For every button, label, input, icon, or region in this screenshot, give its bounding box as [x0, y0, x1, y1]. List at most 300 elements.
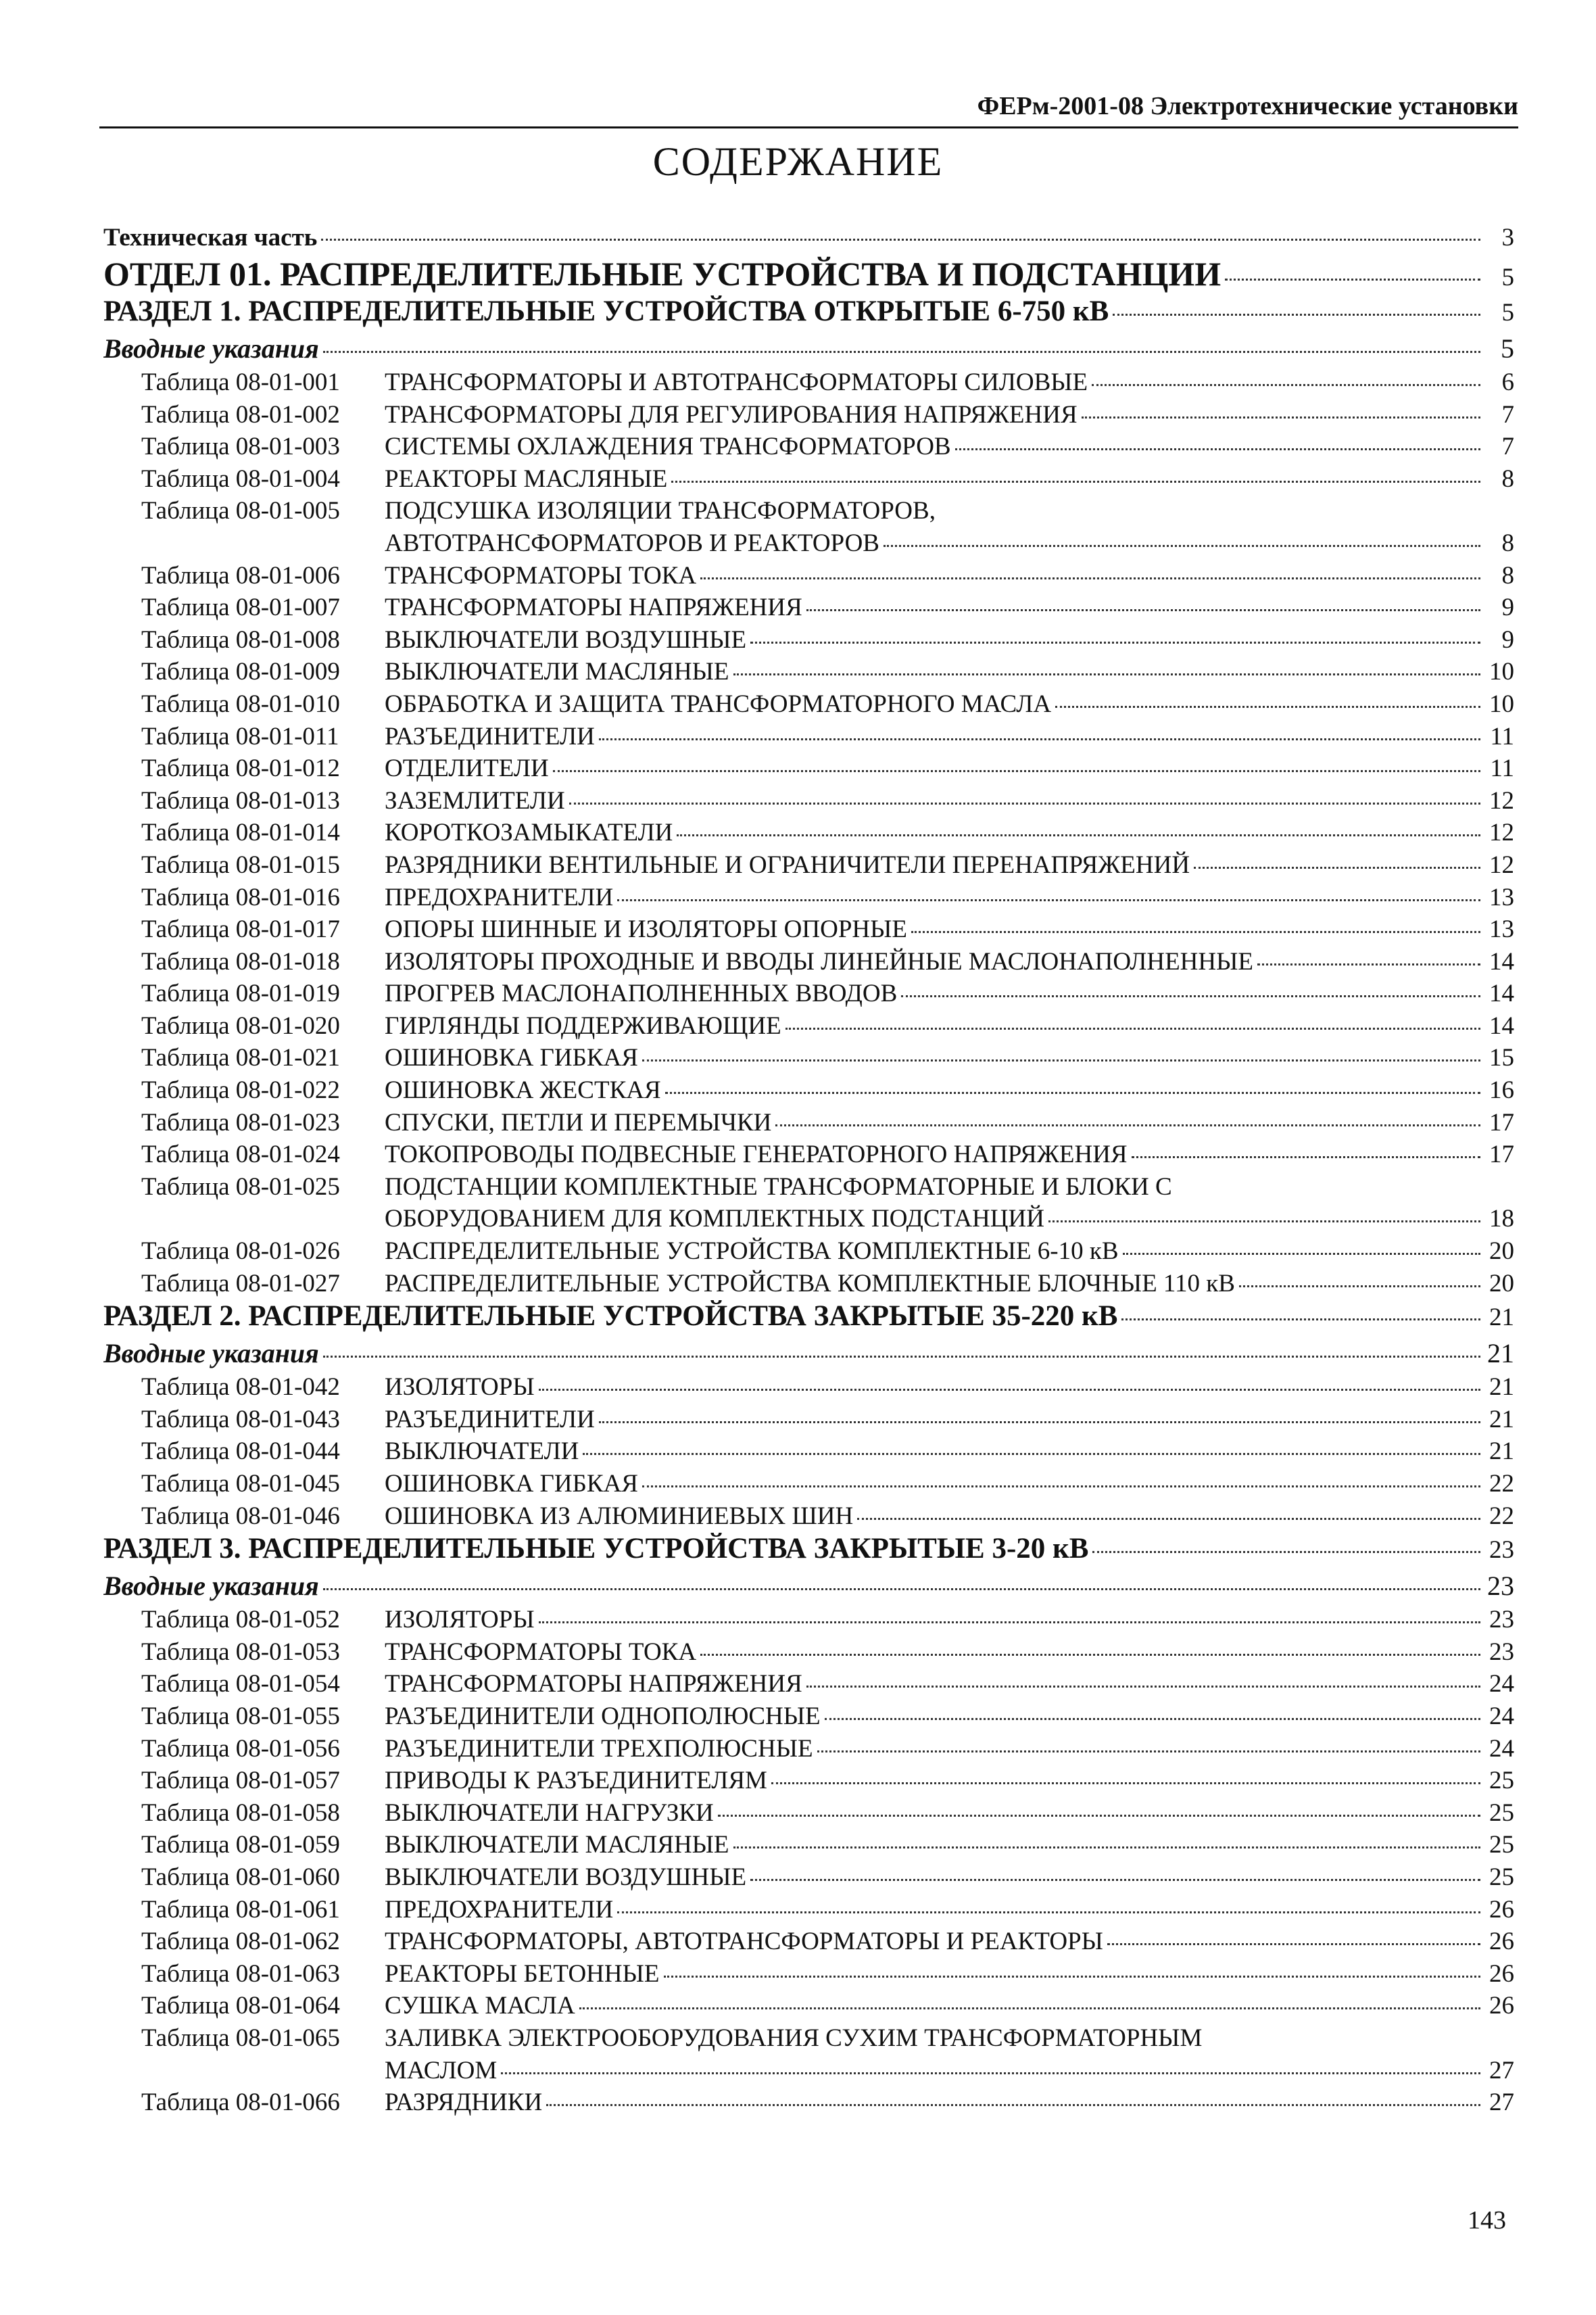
toc-entry-tab [103, 1074, 1514, 1107]
toc-table-label: Таблица 08-01-059 [141, 1831, 340, 1859]
toc-table-label: Таблица 08-01-005 [141, 497, 340, 525]
toc-page-number: 24 [1489, 1670, 1514, 1698]
dot-leader [901, 995, 1480, 997]
toc-table-label: Таблица 08-01-063 [141, 1959, 340, 1988]
toc-page-number: 14 [1489, 980, 1514, 1008]
toc-page-number: 22 [1489, 1470, 1514, 1498]
toc-table-label: Таблица 08-01-020 [141, 1011, 340, 1040]
toc-page-number: 18 [1489, 1205, 1514, 1233]
toc-entry-continuation [103, 527, 1514, 560]
toc-table-label: Таблица 08-01-022 [141, 1076, 340, 1105]
toc-table-label: Таблица 08-01-004 [141, 464, 340, 493]
toc-entry-title: РАЗДЕЛ 2. РАСПРЕДЕЛИТЕЛЬНЫЕ УСТРОЙСТВА ЗАКРЫТЫЕ 35-220 кВ [103, 1300, 1118, 1333]
dot-leader [718, 1815, 1480, 1817]
dot-leader [642, 1059, 1480, 1061]
dot-leader [785, 1028, 1480, 1030]
dot-leader [553, 770, 1480, 772]
toc-entry-title: РАЗЪЕДИНИТЕЛИ ТРЕХПОЛЮСНЫЕ [385, 1734, 813, 1763]
toc-entry-tab [103, 1733, 1514, 1765]
toc-entry-line [103, 431, 1514, 463]
toc-entry-tab [103, 656, 1514, 688]
toc-entry-tab [103, 366, 1514, 399]
toc-table-label: Таблица 08-01-064 [141, 1992, 340, 2020]
toc-entry-line [103, 463, 1514, 496]
toc-entry-line [103, 1107, 1514, 1139]
toc-entry-continuation [103, 1203, 1514, 1235]
toc-table-label: Таблица 08-01-003 [141, 433, 340, 461]
toc-page-number: 25 [1489, 1831, 1514, 1859]
toc-entry-line [103, 688, 1514, 721]
toc-entry-line [103, 1268, 1514, 1300]
toc-entry-line [103, 946, 1514, 978]
toc-page-number: 21 [1489, 1304, 1514, 1332]
dot-leader [750, 642, 1480, 644]
toc-page-number: 26 [1489, 1992, 1514, 2020]
toc-entry-title: РАЗДЕЛ 1. РАСПРЕДЕЛИТЕЛЬНЫЕ УСТРОЙСТВА ОТКРЫТЫЕ 6-750 кВ [103, 295, 1109, 327]
toc-page-number: 23 [1489, 1606, 1514, 1634]
toc-page-number: 21 [1489, 1373, 1514, 1402]
toc-entry-title: ИЗОЛЯТОРЫ ПРОХОДНЫЕ И ВВОДЫ ЛИНЕЙНЫЕ МАСЛОНАПОЛНЕННЫЕ [385, 947, 1253, 976]
toc-entry-title: ПОДСТАНЦИИ КОМПЛЕКТНЫЕ ТРАНСФОРМАТОРНЫЕ И БЛОКИ С [385, 1172, 1172, 1201]
toc-entry-tab [103, 1926, 1514, 1958]
dot-leader [665, 1092, 1480, 1094]
toc-entry-vvod [103, 333, 1514, 366]
toc-entry-line [103, 366, 1514, 399]
dot-leader [806, 609, 1480, 611]
dot-leader [1082, 416, 1480, 419]
toc-entry-line [103, 1404, 1514, 1436]
toc-entry-title: ТРАНСФОРМАТОРЫ И АВТОТРАНСФОРМАТОРЫ СИЛОВЫЕ [385, 368, 1088, 396]
toc-entry-tab [103, 1139, 1514, 1171]
dot-leader [733, 1846, 1480, 1848]
toc-entry-line [103, 1990, 1514, 2022]
toc-entry-tab [103, 495, 1514, 559]
toc-entry-title: СИСТЕМЫ ОХЛАЖДЕНИЯ ТРАНСФОРМАТОРОВ [385, 433, 951, 461]
toc-entry-line [103, 399, 1514, 431]
toc-entry-title: ТРАНСФОРМАТОРЫ ТОКА [385, 1638, 697, 1666]
toc-entry-line [103, 849, 1514, 882]
toc-entry-title: Вводные указания [103, 1571, 319, 1602]
toc-entry-title: ОШИНОВКА ГИБКАЯ [385, 1044, 638, 1072]
toc-entry-title: РЕАКТОРЫ МАСЛЯНЫЕ [385, 464, 668, 493]
toc-entry-line [103, 656, 1514, 688]
toc-page-number: 12 [1489, 819, 1514, 847]
toc-entry-line [103, 1010, 1514, 1043]
toc-entry-tab [103, 1435, 1514, 1468]
toc-entry-title-continued: МАСЛОМ [385, 2056, 498, 2084]
toc-page-number: 25 [1489, 1863, 1514, 1891]
toc-entry-line [103, 1171, 1514, 1203]
toc-entry-title: ОПОРЫ ШИННЫЕ И ИЗОЛЯТОРЫ ОПОРНЫЕ [385, 915, 907, 944]
dot-leader [733, 673, 1480, 675]
dot-leader [911, 931, 1480, 933]
dot-leader [501, 2072, 1480, 2074]
toc-entry-tab [103, 463, 1514, 496]
toc-entry-title: РАЗРЯДНИКИ [385, 2089, 543, 2117]
toc-entry-title: ОТДЕЛИТЕЛИ [385, 755, 549, 783]
toc-table-label: Таблица 08-01-025 [141, 1172, 340, 1201]
toc-entry-otdel [103, 254, 1514, 295]
toc-entry-line [103, 1435, 1514, 1468]
toc-table-label: Таблица 08-01-042 [141, 1373, 340, 1402]
toc-page-number: 27 [1489, 2056, 1514, 2084]
toc-entry-title: РАЗДЕЛ 3. РАСПРЕДЕЛИТЕЛЬНЫЕ УСТРОЙСТВА ЗАКРЫТЫЕ 3-20 кВ [103, 1533, 1089, 1565]
toc-entry-line [103, 2086, 1514, 2119]
toc-page-number: 9 [1501, 625, 1514, 654]
toc-entry-tab [103, 946, 1514, 978]
page-number: 143 [1468, 2206, 1506, 2235]
toc-table-label: Таблица 08-01-056 [141, 1734, 340, 1763]
toc-page-number: 10 [1489, 658, 1514, 686]
dot-leader [1048, 1220, 1480, 1222]
toc-table-label: Таблица 08-01-026 [141, 1237, 340, 1266]
toc-entry-line [103, 1139, 1514, 1171]
toc-entry-vvod [103, 1337, 1514, 1371]
toc-entry-line [103, 1797, 1514, 1830]
toc-page-number: 21 [1489, 1405, 1514, 1433]
dot-leader [1092, 384, 1480, 386]
dot-leader [1092, 1551, 1480, 1553]
toc-page-number: 7 [1501, 400, 1514, 429]
toc-entry-tab [103, 1636, 1514, 1669]
toc-entry-line [103, 1700, 1514, 1733]
toc-entry-title: ВЫКЛЮЧАТЕЛИ МАСЛЯНЫЕ [385, 1831, 729, 1859]
toc-table-label: Таблица 08-01-054 [141, 1670, 340, 1698]
dot-leader [599, 738, 1480, 740]
toc-entry-tab [103, 721, 1514, 753]
toc-page-number: 27 [1489, 2089, 1514, 2117]
toc-entry-line [103, 223, 1514, 252]
toc-entry-title: РАСПРЕДЕЛИТЕЛЬНЫЕ УСТРОЙСТВА КОМПЛЕКТНЫЕ 6-10 кВ [385, 1237, 1119, 1266]
dot-leader [539, 1389, 1480, 1391]
toc-page-number: 26 [1489, 1959, 1514, 1988]
dot-leader [579, 2007, 1480, 2009]
toc-table-label: Таблица 08-01-018 [141, 947, 340, 976]
toc-table-label: Таблица 08-01-066 [141, 2089, 340, 2117]
toc-entry-line [103, 1894, 1514, 1926]
toc-entry-tab [103, 1171, 1514, 1235]
toc-table-label: Таблица 08-01-027 [141, 1269, 340, 1297]
dot-leader [700, 577, 1480, 579]
toc-table-label: Таблица 08-01-010 [141, 690, 340, 718]
toc-table-label: Таблица 08-01-002 [141, 400, 340, 429]
toc-table-label: Таблица 08-01-055 [141, 1702, 340, 1730]
toc-entry-line [103, 560, 1514, 592]
toc-entry-title: ПРОГРЕВ МАСЛОНАПОЛНЕННЫХ ВВОДОВ [385, 980, 898, 1008]
toc-entry-title: ТРАНСФОРМАТОРЫ НАПРЯЖЕНИЯ [385, 1670, 802, 1698]
toc-page-number: 13 [1489, 883, 1514, 911]
toc-table-label: Таблица 08-01-065 [141, 2024, 340, 2052]
toc-page-number: 8 [1501, 561, 1514, 590]
toc-page-number: 23 [1489, 1536, 1514, 1565]
toc-entry-title: ТРАНСФОРМАТОРЫ ТОКА [385, 561, 697, 590]
toc-entry-tech [103, 223, 1514, 254]
dot-leader [817, 1750, 1480, 1752]
toc-page-number: 5 [1501, 264, 1514, 291]
toc-entry-line [103, 1958, 1514, 1990]
dot-leader [775, 1124, 1480, 1126]
toc-entry-tab [103, 978, 1514, 1010]
dot-leader [599, 1421, 1480, 1423]
toc-entry-line [103, 1829, 1514, 1861]
toc-entry-tab [103, 1604, 1514, 1636]
dot-leader [955, 448, 1480, 450]
toc-page-number: 11 [1490, 755, 1514, 783]
toc-entry-razdel [103, 1532, 1514, 1570]
toc-entry-line [103, 2022, 1514, 2055]
toc-entry-line [103, 1468, 1514, 1500]
toc-entry-title: ТРАНСФОРМАТОРЫ, АВТОТРАНСФОРМАТОРЫ И РЕАКТОРЫ [385, 1928, 1103, 1956]
toc-page-number: 21 [1489, 1437, 1514, 1466]
toc-entry-title: ТОКОПРОВОДЫ ПОДВЕСНЫЕ ГЕНЕРАТОРНОГО НАПРЯЖЕНИЯ [385, 1141, 1128, 1169]
toc-page-number: 7 [1501, 433, 1514, 461]
toc-entry-line [103, 1532, 1514, 1565]
toc-entry-line [103, 1668, 1514, 1700]
toc-entry-line [103, 913, 1514, 946]
toc-page-number: 26 [1489, 1895, 1514, 1924]
toc-table-label: Таблица 08-01-012 [141, 755, 340, 783]
toc-entry-tab [103, 1861, 1514, 1894]
toc-entry-tab [103, 624, 1514, 657]
toc-entry-title: РАСПРЕДЕЛИТЕЛЬНЫЕ УСТРОЙСТВА КОМПЛЕКТНЫЕ БЛОЧНЫЕ 110 кВ [385, 1269, 1235, 1297]
toc-page-number: 3 [1501, 224, 1514, 252]
toc-table-label: Таблица 08-01-024 [141, 1141, 340, 1169]
toc-entry-line [103, 1074, 1514, 1107]
toc-page-number: 12 [1489, 786, 1514, 815]
toc-table-label: Таблица 08-01-015 [141, 851, 340, 879]
toc-entry-line [103, 624, 1514, 657]
toc-table-label: Таблица 08-01-045 [141, 1470, 340, 1498]
toc-entry-title: ИЗОЛЯТОРЫ [385, 1373, 535, 1402]
toc-entry-line [103, 1042, 1514, 1074]
toc-entry-title: ОШИНОВКА ГИБКАЯ [385, 1470, 638, 1498]
toc-page-number: 13 [1489, 915, 1514, 944]
toc-table-label: Таблица 08-01-023 [141, 1108, 340, 1137]
toc-page-number: 17 [1489, 1108, 1514, 1137]
dot-leader [642, 1485, 1480, 1487]
toc-entry-title: ПРЕДОХРАНИТЕЛИ [385, 1895, 614, 1924]
toc-entry-title-continued: ОБОРУДОВАНИЕМ ДЛЯ КОМПЛЕКТНЫХ ПОДСТАНЦИЙ [385, 1205, 1044, 1233]
toc-entry-tab [103, 1468, 1514, 1500]
toc-table-label: Таблица 08-01-014 [141, 819, 340, 847]
toc-entry-title: ВЫКЛЮЧАТЕЛИ ВОЗДУШНЫЕ [385, 1863, 747, 1891]
dot-leader [323, 1588, 1480, 1590]
toc-table-label: Таблица 08-01-013 [141, 786, 340, 815]
toc-entry-title: ЗАЛИВКА ЭЛЕКТРООБОРУДОВАНИЯ СУХИМ ТРАНСФОРМАТОРНЫМ [385, 2024, 1203, 2052]
toc-entry-tab [103, 753, 1514, 785]
toc-page-number: 25 [1489, 1798, 1514, 1827]
toc-entry-line [103, 1636, 1514, 1669]
toc-entry-title: ПРИВОДЫ К РАЗЪЕДИНИТЕЛЯМ [385, 1767, 767, 1795]
toc-table-label: Таблица 08-01-021 [141, 1044, 340, 1072]
toc-entry-title: РАЗЪЕДИНИТЕЛИ ОДНОПОЛЮСНЫЕ [385, 1702, 821, 1730]
dot-leader [806, 1686, 1480, 1688]
toc-page-number: 14 [1489, 1011, 1514, 1040]
dot-leader [1194, 867, 1480, 869]
toc-entry-razdel [103, 1299, 1514, 1337]
toc-entry-tab [103, 2086, 1514, 2119]
table-of-contents [103, 223, 1514, 2119]
toc-entry-title: РАЗРЯДНИКИ ВЕНТИЛЬНЫЕ И ОГРАНИЧИТЕЛИ ПЕРЕНАПРЯЖЕНИЙ [385, 851, 1190, 879]
toc-table-label: Таблица 08-01-011 [141, 722, 339, 750]
toc-entry-line [103, 295, 1514, 328]
toc-page-number: 5 [1501, 333, 1514, 364]
dot-leader [700, 1654, 1480, 1656]
toc-table-label: Таблица 08-01-060 [141, 1863, 340, 1891]
toc-page-number: 8 [1501, 464, 1514, 493]
toc-entry-line [103, 1500, 1514, 1533]
toc-entry-tab [103, 1042, 1514, 1074]
toc-entry-tab [103, 882, 1514, 914]
dot-leader [664, 1976, 1481, 1978]
dot-leader [583, 1453, 1480, 1455]
toc-entry-title: ГИРЛЯНДЫ ПОДДЕРЖИВАЮЩИЕ [385, 1011, 781, 1040]
toc-entry-tab [103, 560, 1514, 592]
dot-leader [1257, 963, 1480, 965]
toc-entry-tab [103, 1894, 1514, 1926]
toc-table-label: Таблица 08-01-019 [141, 980, 340, 1008]
toc-entry-tab [103, 1829, 1514, 1861]
toc-page-number: 6 [1501, 368, 1514, 396]
toc-page-number: 10 [1489, 690, 1514, 718]
toc-table-label: Таблица 08-01-046 [141, 1502, 340, 1530]
toc-entry-tab [103, 1990, 1514, 2022]
toc-entry-line [103, 753, 1514, 785]
toc-page-number: 5 [1501, 299, 1514, 327]
dot-leader [671, 481, 1480, 483]
toc-entry-title: РЕАКТОРЫ БЕТОННЫЕ [385, 1959, 660, 1988]
dot-leader [569, 803, 1480, 805]
toc-entry-title: СПУСКИ, ПЕТЛИ И ПЕРЕМЫЧКИ [385, 1108, 772, 1137]
dot-leader [321, 239, 1480, 241]
toc-table-label: Таблица 08-01-043 [141, 1405, 340, 1433]
toc-entry-title: ВЫКЛЮЧАТЕЛИ ВОЗДУШНЫЕ [385, 625, 747, 654]
toc-entry-title: Вводные указания [103, 1338, 319, 1369]
toc-entry-tab [103, 1010, 1514, 1043]
toc-page-number: 21 [1487, 1338, 1514, 1369]
dot-leader [857, 1518, 1480, 1520]
toc-table-label: Таблица 08-01-053 [141, 1638, 340, 1666]
toc-entry-tab [103, 913, 1514, 946]
toc-table-label: Таблица 08-01-058 [141, 1798, 340, 1827]
toc-entry-tab [103, 1404, 1514, 1436]
toc-entry-tab [103, 817, 1514, 849]
toc-table-label: Таблица 08-01-016 [141, 883, 340, 911]
dot-leader [1239, 1285, 1480, 1287]
dot-leader [546, 2104, 1480, 2106]
toc-page-number: 26 [1489, 1928, 1514, 1956]
dot-leader [884, 545, 1480, 547]
toc-entry-title: ПОДСУШКА ИЗОЛЯЦИИ ТРАНСФОРМАТОРОВ, [385, 497, 936, 525]
toc-table-label: Таблица 08-01-006 [141, 561, 340, 590]
dot-leader [539, 1621, 1480, 1623]
toc-entry-tab [103, 1700, 1514, 1733]
toc-entry-title: ОШИНОВКА ЖЕСТКАЯ [385, 1076, 661, 1105]
dot-leader [1123, 1253, 1480, 1255]
toc-entry-tab [103, 592, 1514, 624]
toc-entry-title: ОБРАБОТКА И ЗАЩИТА ТРАНСФОРМАТОРНОГО МАСЛА [385, 690, 1052, 718]
dot-leader [617, 1911, 1480, 1913]
toc-entry-tab [103, 1765, 1514, 1797]
toc-entry-tab [103, 849, 1514, 882]
toc-entry-vvod [103, 1570, 1514, 1604]
toc-entry-title: ИЗОЛЯТОРЫ [385, 1606, 535, 1634]
dot-leader [825, 1718, 1480, 1720]
toc-table-label: Таблица 08-01-062 [141, 1928, 340, 1956]
toc-entry-line [103, 1337, 1514, 1369]
toc-entry-tab [103, 431, 1514, 463]
toc-entry-title: РАЗЪЕДИНИТЕЛИ [385, 722, 595, 750]
toc-table-label: Таблица 08-01-057 [141, 1767, 340, 1795]
toc-entry-line [103, 1570, 1514, 1602]
toc-page-number: 14 [1489, 947, 1514, 976]
toc-page-number: 22 [1489, 1502, 1514, 1530]
toc-entry-continuation [103, 2055, 1514, 2087]
toc-entry-line [103, 1235, 1514, 1268]
dot-leader [1107, 1943, 1480, 1945]
toc-page-number: 8 [1501, 529, 1514, 557]
toc-entry-title: ЗАЗЕМЛИТЕЛИ [385, 786, 565, 815]
toc-table-label: Таблица 08-01-008 [141, 625, 340, 654]
toc-entry-tab [103, 1268, 1514, 1300]
toc-entry-tab [103, 1500, 1514, 1533]
toc-entry-line [103, 592, 1514, 624]
toc-entry-tab [103, 1958, 1514, 1990]
toc-page-number: 20 [1489, 1237, 1514, 1266]
page-title: СОДЕРЖАНИЕ [652, 139, 944, 184]
toc-entry-title-continued: АВТОТРАНСФОРМАТОРОВ И РЕАКТОРОВ [385, 529, 879, 557]
toc-entry-tab [103, 1235, 1514, 1268]
toc-entry-tab [103, 1668, 1514, 1700]
toc-page-number: 15 [1489, 1044, 1514, 1072]
toc-table-label: Таблица 08-01-052 [141, 1606, 340, 1634]
toc-page-number: 24 [1489, 1734, 1514, 1763]
toc-entry-title: Техническая часть [103, 224, 318, 252]
toc-entry-line [103, 1926, 1514, 1958]
toc-table-label: Таблица 08-01-001 [141, 368, 340, 396]
toc-entry-title: ТРАНСФОРМАТОРЫ ДЛЯ РЕГУЛИРОВАНИЯ НАПРЯЖЕНИЯ [385, 400, 1078, 429]
toc-page-number: 23 [1489, 1638, 1514, 1666]
toc-entry-title: ВЫКЛЮЧАТЕЛИ [385, 1437, 579, 1466]
dot-leader [323, 351, 1480, 353]
toc-entry-line [103, 333, 1514, 364]
dot-leader [750, 1879, 1480, 1881]
toc-entry-line [103, 978, 1514, 1010]
toc-table-label: Таблица 08-01-044 [141, 1437, 340, 1466]
toc-entry-razdel [103, 295, 1514, 333]
toc-entry-tab [103, 785, 1514, 817]
dot-leader [1132, 1156, 1480, 1158]
toc-page-number: 17 [1489, 1141, 1514, 1169]
toc-entry-title: ВЫКЛЮЧАТЕЛИ НАГРУЗКИ [385, 1798, 714, 1827]
toc-entry-line [103, 721, 1514, 753]
toc-entry-title: ОШИНОВКА ИЗ АЛЮМИНИЕВЫХ ШИН [385, 1502, 854, 1530]
toc-page-number: 23 [1487, 1571, 1514, 1602]
toc-entry-line [103, 1765, 1514, 1797]
toc-entry-line [103, 882, 1514, 914]
toc-page-number: 12 [1489, 851, 1514, 879]
dot-leader [677, 834, 1480, 836]
dot-leader [323, 1356, 1480, 1358]
toc-entry-line [103, 817, 1514, 849]
dot-leader [1225, 279, 1480, 281]
toc-entry-title: ТРАНСФОРМАТОРЫ НАПРЯЖЕНИЯ [385, 594, 802, 622]
header-rule [99, 126, 1518, 128]
toc-entry-title: РАЗЪЕДИНИТЕЛИ [385, 1405, 595, 1433]
dot-leader [1055, 706, 1480, 708]
toc-table-label: Таблица 08-01-017 [141, 915, 340, 944]
toc-table-label: Таблица 08-01-009 [141, 658, 340, 686]
